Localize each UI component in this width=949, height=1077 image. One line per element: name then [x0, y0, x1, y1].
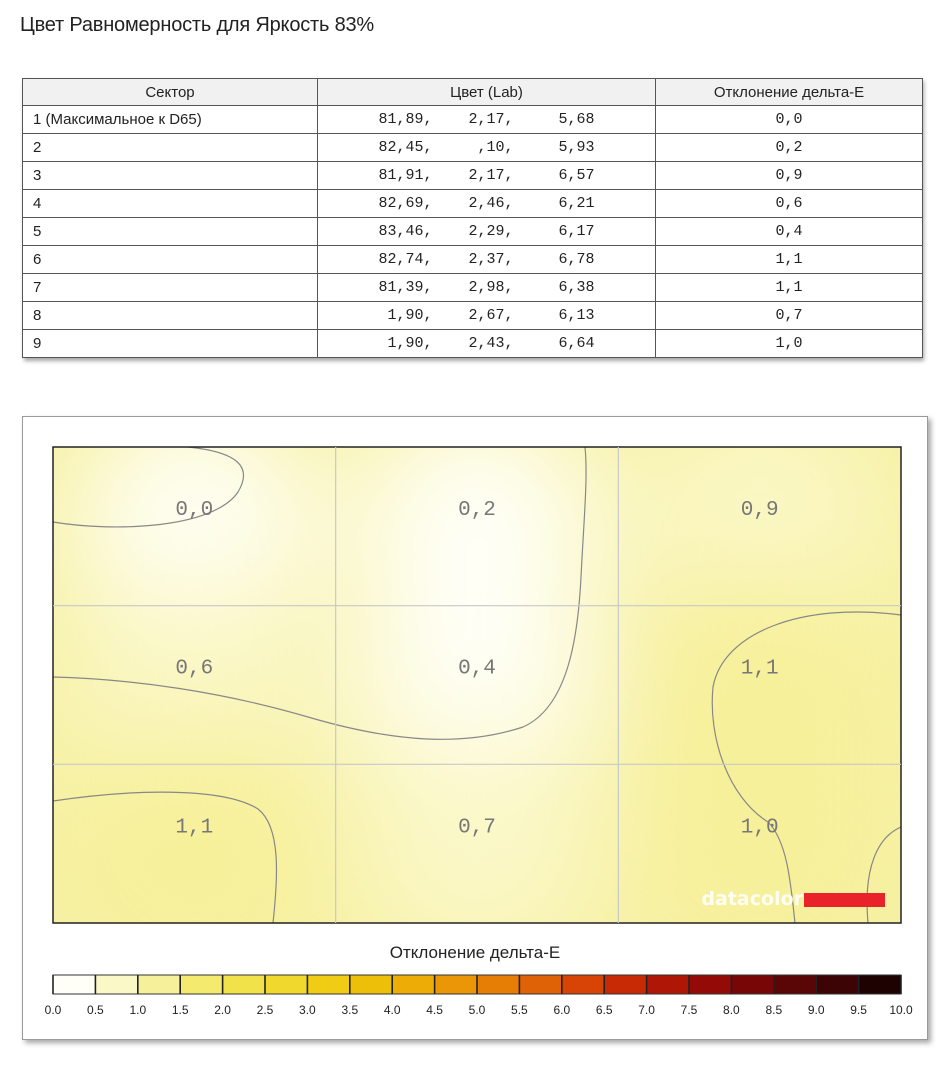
scale-tick-label: 6.0 [553, 1003, 571, 1017]
scale-segment [307, 975, 350, 994]
lab-cell: 83,46, 2,29, 6,17 [318, 218, 656, 246]
scale-segment [689, 975, 732, 994]
lab-cell: 81,91, 2,17, 6,57 [318, 162, 656, 190]
scale-tick-label: 7.5 [680, 1003, 698, 1017]
sector-cell: 2 [23, 134, 318, 162]
scale-segment [562, 975, 605, 994]
delta-e-cell: 0,0 [656, 106, 923, 134]
scale-tick-label: 0.0 [44, 1003, 62, 1017]
scale-tick-label: 2.0 [214, 1003, 231, 1017]
heat-blob [640, 724, 880, 964]
scale-tick-label: 3.5 [341, 1003, 359, 1017]
table-row [23, 218, 923, 246]
scale-tick-label: 6.5 [595, 1003, 613, 1017]
delta-e-cell: 1,0 [656, 330, 923, 358]
sector-cell: 4 [23, 190, 318, 218]
uniformity-chart-panel [22, 416, 928, 1040]
delta-e-cell: 0,9 [656, 162, 923, 190]
scale-segment [53, 975, 96, 994]
scale-segment [816, 975, 859, 994]
scale-segment [350, 975, 393, 994]
scale-tick-label: 8.5 [765, 1003, 783, 1017]
table-row [23, 162, 923, 190]
table-row [23, 302, 923, 330]
datacolor-logo: datacolor [701, 888, 803, 910]
scale-tick-label: 0.5 [87, 1003, 104, 1017]
table-row [23, 134, 923, 162]
scale-segment [604, 975, 647, 994]
sector-cell: 6 [23, 246, 318, 274]
cell-value-label: 0,4 [458, 657, 496, 681]
legend-title: Отклонение дельта-E [389, 943, 561, 962]
scale-tick-label: 3.0 [299, 1003, 316, 1017]
table-row [23, 190, 923, 218]
scale-tick-label: 1.5 [171, 1003, 189, 1017]
scale-tick-label: 1.0 [129, 1003, 147, 1017]
sector-cell: 5 [23, 218, 318, 246]
sector-cell: 1 (Максимальное к D65) [23, 106, 318, 134]
heat-blob [74, 724, 314, 964]
scale-tick-label: 9.5 [850, 1003, 867, 1017]
page-title: Цвет Равномерность для Яркость 83% [20, 14, 375, 36]
lab-cell: 82,74, 2,37, 6,78 [318, 246, 656, 274]
cell-value-label: 0,9 [740, 499, 779, 522]
datacolor-logo-bar [804, 893, 885, 907]
cell-value-label: 1,1 [175, 816, 214, 840]
table-row [23, 246, 923, 274]
scale-tick-label: 5.5 [511, 1003, 528, 1017]
delta-e-cell: 1,1 [656, 274, 923, 302]
scale-tick-label: 8.0 [723, 1003, 740, 1017]
scale-tick-label: 9.0 [807, 1003, 825, 1017]
sector-cell: 3 [23, 162, 318, 190]
scale-segment [859, 975, 902, 994]
delta-e-cell: 0,6 [656, 190, 923, 218]
scale-tick-label: 2.5 [256, 1003, 274, 1017]
scale-segment [435, 975, 478, 994]
table-row [23, 106, 923, 134]
table-row [23, 274, 923, 302]
scale-segment [392, 975, 435, 994]
cell-value-label: 0,0 [175, 499, 214, 522]
cell-value-label: 1,1 [740, 657, 779, 681]
scale-segment [477, 975, 520, 994]
table-row [23, 330, 923, 358]
col-header-delta-e: Отклонение дельта-E [656, 79, 923, 106]
heat-blob [357, 724, 597, 964]
scale-segment [519, 975, 562, 994]
scale-segment [731, 975, 774, 994]
delta-e-cell: 0,2 [656, 134, 923, 162]
lab-table [22, 78, 922, 358]
lab-cell: 1,90, 2,67, 6,13 [318, 302, 656, 330]
delta-e-cell: 1,1 [656, 246, 923, 274]
lab-cell: 1,90, 2,43, 6,64 [318, 330, 656, 358]
cell-value-label: 0,6 [175, 657, 214, 681]
scale-tick-label: 5.0 [468, 1003, 486, 1017]
scale-segment [95, 975, 138, 994]
lab-cell: 81,39, 2,98, 6,38 [318, 274, 656, 302]
cell-value-label: 1,0 [740, 816, 779, 840]
scale-segment [180, 975, 223, 994]
lab-cell: 81,89, 2,17, 5,68 [318, 106, 656, 134]
scale-tick-label: 4.0 [383, 1003, 401, 1017]
scale-tick-label: 7.0 [638, 1003, 655, 1017]
sector-cell: 9 [23, 330, 318, 358]
sector-cell: 7 [23, 274, 318, 302]
scale-segment [647, 975, 690, 994]
scale-segment [138, 975, 181, 994]
delta-e-cell: 0,4 [656, 218, 923, 246]
scale-segment [223, 975, 266, 994]
lab-cell: 82,45, ,10, 5,93 [318, 134, 656, 162]
scale-segment [774, 975, 817, 994]
cell-value-label: 0,7 [458, 816, 496, 840]
scale-segment [265, 975, 308, 994]
scale-tick-label: 10.0 [889, 1003, 913, 1017]
cell-value-label: 0,2 [458, 499, 496, 522]
table-header-row [23, 79, 923, 106]
scale-tick-label: 4.5 [426, 1003, 443, 1017]
lab-cell: 82,69, 2,46, 6,21 [318, 190, 656, 218]
col-header-lab: Цвет (Lab) [318, 79, 656, 106]
sector-cell: 8 [23, 302, 318, 330]
col-header-sector: Сектор [23, 79, 318, 106]
delta-e-cell: 0,7 [656, 302, 923, 330]
